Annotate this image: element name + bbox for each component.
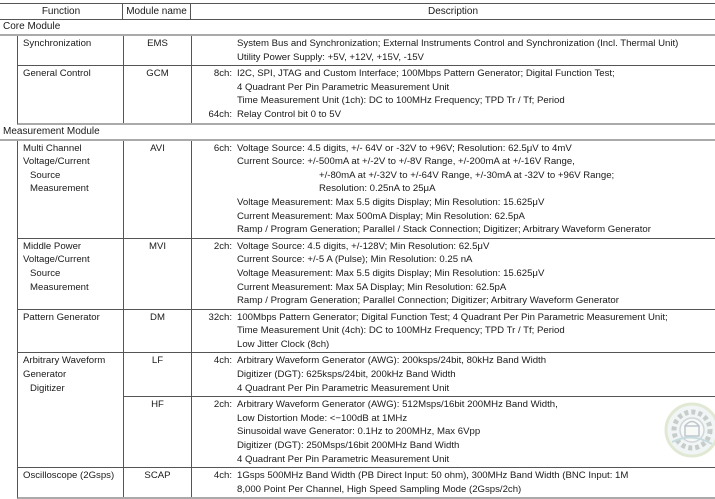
channel-count — [192, 51, 237, 65]
description-text: 8,000 Point Per Channel, High Speed Sampling Mode (2Gsps/2ch) — [237, 483, 522, 495]
channel-count — [192, 294, 237, 308]
table-row — [17, 141, 715, 239]
description-text: Low Jitter Clock (8ch) — [237, 338, 330, 350]
description-cell — [192, 66, 715, 122]
module-row — [123, 239, 715, 309]
description-line — [192, 155, 715, 169]
function-label-line: General Control — [23, 68, 91, 80]
table-header — [0, 3, 715, 20]
table-row — [17, 66, 715, 124]
description-line — [192, 294, 715, 308]
description-text: 100Mbps Pattern Generator; Digital Function Test; 4 Quadrant Per Pin Parametric Measurement Unit; — [237, 311, 668, 323]
table-row — [17, 353, 715, 468]
description-line — [192, 108, 715, 122]
description-line — [192, 223, 715, 237]
table-row — [17, 36, 715, 66]
description-line — [192, 439, 715, 453]
module-group — [123, 239, 715, 309]
description-line — [192, 210, 715, 224]
module-name: LF — [123, 353, 192, 396]
function-label-line: Pattern Generator — [23, 311, 100, 323]
module-group — [123, 66, 715, 122]
channel-count — [192, 439, 237, 453]
module-name: GCM — [123, 66, 192, 122]
description-line — [192, 196, 715, 210]
function-label-line: Digitizer — [30, 382, 65, 394]
channel-count — [192, 169, 237, 183]
header-function: Function — [41, 6, 81, 17]
module-group — [123, 141, 715, 238]
description-text: 4 Quadrant Per Pin Parametric Measurement Unit — [237, 453, 450, 465]
description-line — [192, 142, 715, 156]
module-name: SCAP — [123, 468, 192, 497]
description-text: Ramp / Program Generation; Parallel / Stack Connection; Digitizer; Arbitrary Waveform Generator — [237, 224, 651, 236]
function-cell — [18, 468, 123, 497]
function-cell — [18, 239, 123, 309]
description-cell — [192, 468, 715, 497]
channel-count — [192, 155, 237, 169]
module-row — [123, 66, 715, 122]
description-text: Time Measurement Unit (1ch): DC to 100MHz Frequency; TPD Tr / Tf; Period — [237, 95, 565, 107]
module-row — [123, 36, 715, 65]
channel-count: 6ch: — [213, 142, 232, 154]
function-label-line: Generator — [23, 369, 67, 381]
description-line — [192, 311, 715, 325]
channel-count — [192, 281, 237, 295]
channel-count: 64ch: — [208, 108, 232, 120]
channel-count: 2ch: — [213, 240, 232, 252]
description-cell — [192, 353, 715, 396]
module-group — [123, 353, 715, 467]
description-text: Voltage Source: 4.5 digits, +/-128V; Min Resolution: 62.5μV — [237, 240, 490, 252]
channel-count — [192, 453, 237, 467]
description-cell — [192, 397, 715, 467]
function-label-line: Voltage/Current — [23, 156, 90, 168]
module-name: MVI — [123, 239, 192, 309]
header-module-name: Module name — [122, 4, 191, 19]
channel-count — [192, 253, 237, 267]
description-text: Current Source: +/-5 A (Pulse); Min Resolution: 0.25 nA — [237, 254, 473, 266]
function-label-line: Measurement — [30, 281, 89, 293]
channel-count — [192, 210, 237, 224]
description-text: Utility Power Supply: +5V, +12V, +15V, -15V — [237, 51, 424, 63]
description-cell — [192, 141, 715, 238]
description-text: 4 Quadrant Per Pin Parametric Measurement Unit — [237, 382, 450, 394]
description-text: Digitizer (DGT): 625ksps/24bit, 200kHz Band Width — [237, 369, 456, 381]
module-group — [123, 468, 715, 497]
module-name: AVI — [123, 141, 192, 238]
description-line — [192, 81, 715, 95]
function-cell — [18, 353, 123, 467]
channel-count — [192, 368, 237, 382]
description-line — [192, 267, 715, 281]
module-name: EMS — [123, 36, 192, 65]
description-line — [192, 469, 715, 483]
description-text: Low Distortion Mode: <−100dB at 1MHz — [237, 412, 408, 424]
channel-count — [192, 267, 237, 281]
function-label-line: Middle Power — [23, 240, 82, 252]
function-label-line: Multi Channel — [23, 142, 82, 154]
description-text: Sinusoidal wave Generator: 0.1Hz to 200MHz, Max 6Vpp — [237, 426, 481, 438]
description-text: Digitizer (DGT): 250Msps/16bit 200MHz Band Width — [237, 440, 460, 452]
description-cell — [192, 239, 715, 309]
header-description: Description — [427, 6, 479, 17]
channel-count: 8ch: — [213, 68, 232, 80]
description-line — [192, 338, 715, 352]
description-text: Time Measurement Unit (4ch): DC to 100MHz Frequency; TPD Tr / Tf; Period — [237, 325, 565, 337]
description-line — [192, 169, 715, 183]
module-row — [123, 468, 715, 497]
channel-count — [192, 223, 237, 237]
table-row — [17, 468, 715, 499]
function-cell — [18, 310, 123, 353]
module-name: DM — [123, 310, 192, 353]
channel-count — [192, 412, 237, 426]
description-line — [192, 368, 715, 382]
description-text: Voltage Measurement: Max 5.5 digits Display; Min Resolution: 15.625μV — [237, 196, 545, 208]
channel-count — [192, 196, 237, 210]
section-title: Core Module — [0, 20, 715, 36]
description-line — [192, 382, 715, 396]
module-row — [123, 310, 715, 353]
function-label-line: Source — [30, 169, 61, 181]
description-text: I2C, SPI, JTAG and Custom Interface; 100Mbps Pattern Generator; Digital Function Test; — [237, 68, 615, 80]
description-text: Ramp / Program Generation; Parallel Connection; Digitizer; Arbitrary Waveform Generator — [237, 295, 619, 307]
module-row — [123, 141, 715, 238]
table-body — [0, 20, 715, 499]
function-label-line: Oscilloscope (2Gsps) — [23, 470, 115, 482]
description-line — [192, 412, 715, 426]
description-line — [192, 37, 715, 51]
description-text: Current Measurement: Max 500mA Display; Min Resolution: 62.5pA — [237, 210, 525, 222]
description-line — [192, 182, 715, 196]
channel-count — [192, 37, 237, 51]
description-text: Relay Control bit 0 to 5V — [237, 108, 341, 120]
function-cell — [18, 141, 123, 238]
function-label-line: Arbitrary Waveform — [23, 355, 106, 367]
description-text: Voltage Source: 4.5 digits, +/- 64V or -32V to +96V; Resolution: 62.5μV to 4mV — [237, 142, 572, 154]
description-text: +/-80mA at +/-32V to +/-64V Range, +/-30mA at -32V to +96V Range; — [319, 169, 615, 181]
description-line — [192, 425, 715, 439]
description-text: Arbitrary Waveform Generator (AWG): 200ksps/24bit, 80kHz Band Width — [237, 355, 547, 367]
function-cell — [18, 66, 123, 122]
description-text: Resolution: 0.25nA to 25μA — [319, 183, 436, 195]
function-label-line: Voltage/Current — [23, 254, 90, 266]
description-line — [192, 281, 715, 295]
description-line — [192, 324, 715, 338]
channel-count: 32ch: — [208, 311, 232, 323]
module-name: HF — [123, 397, 192, 467]
module-row — [123, 353, 715, 396]
description-cell — [192, 310, 715, 353]
description-line — [192, 253, 715, 267]
description-line — [192, 453, 715, 467]
description-text: Voltage Measurement: Max 5.5 digits Display; Min Resolution: 15.625μV — [237, 267, 545, 279]
description-line — [192, 67, 715, 81]
description-line — [192, 94, 715, 108]
table-row — [17, 310, 715, 354]
function-cell — [18, 36, 123, 65]
section-title: Measurement Module — [0, 125, 715, 141]
channel-count — [192, 94, 237, 108]
channel-count — [192, 182, 237, 196]
module-group — [123, 36, 715, 65]
description-line — [192, 483, 715, 497]
channel-count — [192, 338, 237, 352]
channel-count — [192, 382, 237, 396]
module-row — [123, 396, 715, 467]
channel-count: 2ch: — [213, 399, 232, 411]
description-line — [192, 240, 715, 254]
channel-count: 4ch: — [213, 355, 232, 367]
function-label-line: Synchronization — [23, 38, 92, 49]
channel-count — [192, 483, 237, 497]
channel-count: 4ch: — [213, 470, 232, 482]
channel-count — [192, 81, 237, 95]
description-cell — [192, 36, 715, 65]
function-label-line: Source — [30, 267, 61, 279]
module-group — [123, 310, 715, 353]
description-line — [192, 51, 715, 65]
description-text: Arbitrary Waveform Generator (AWG): 512Msps/16bit 200MHz Band Width, — [237, 399, 558, 411]
spec-table — [0, 3, 715, 499]
function-label-line: Measurement — [30, 183, 89, 195]
description-text: Current Measurement: Max 5A Display; Min Resolution: 62.5pA — [237, 281, 507, 293]
description-text: Current Source: +/-500mA at +/-2V to +/-8V Range, +/-200mA at +/-16V Range, — [237, 156, 575, 168]
watermark-seal-icon — [664, 402, 715, 458]
description-text: System Bus and Synchronization; External Instruments Control and Synchronization (Incl. Thermal Unit) — [237, 38, 679, 49]
description-line — [192, 398, 715, 412]
description-text: 4 Quadrant Per Pin Parametric Measurement Unit — [237, 81, 450, 93]
table-row — [17, 239, 715, 310]
channel-count — [192, 324, 237, 338]
channel-count — [192, 425, 237, 439]
description-text: 1Gsps 500MHz Band Width (PB Direct Input: 50 ohm), 300MHz Band Width (BNC Input: 1M — [237, 470, 629, 482]
description-line — [192, 354, 715, 368]
